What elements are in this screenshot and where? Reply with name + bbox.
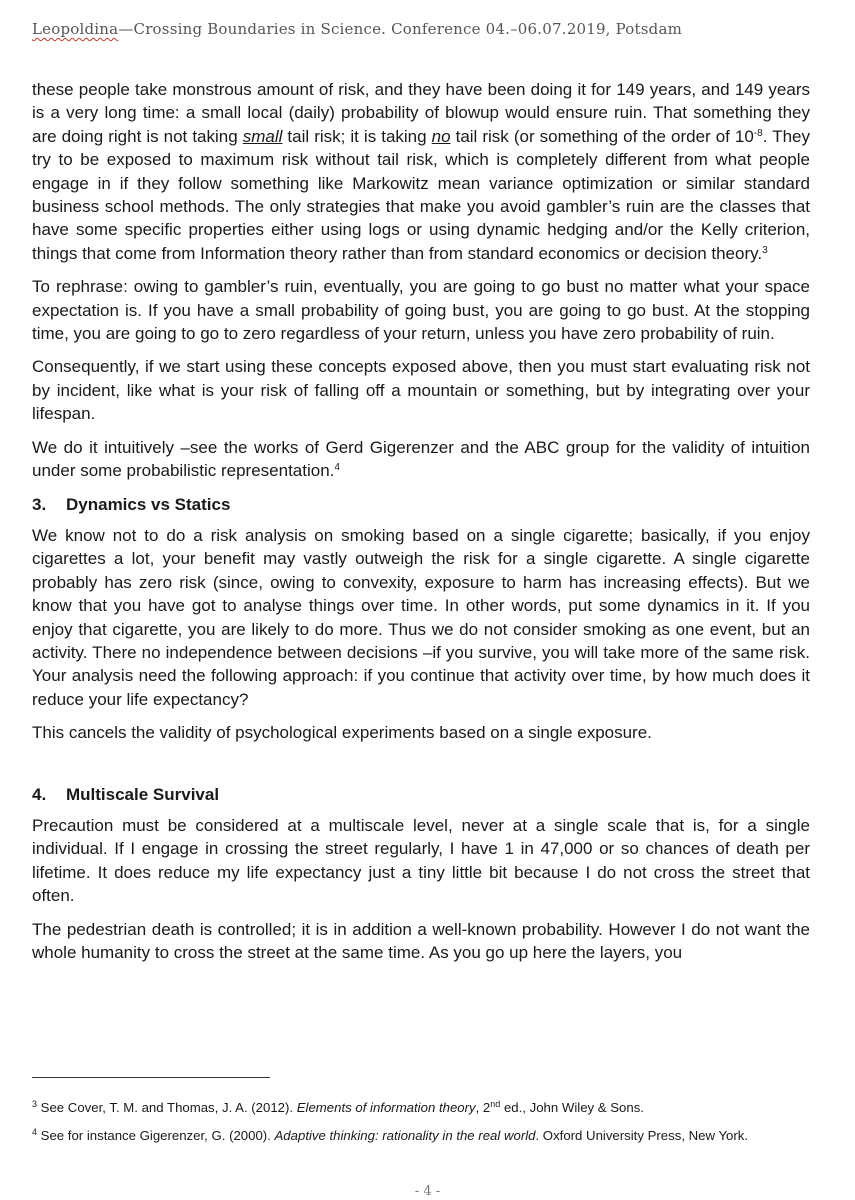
paragraph: Precaution must be considered at a multiscale level, never at a single scale that is, for a single individual. If I engage in crossing the street regularly, I have 1 in 47,000 or so chances of death per lifetime. It does reduce my life expectancy just a tiny little bit because I do not cross the street that often. (32, 815, 810, 906)
paragraph-text: these people take monstrous amount of risk, and they have been doing it for 149 years, and 149 years is a very long time: a small local (daily) probability of blowup would ensure ruin. That something they are doing right is not taking (32, 80, 810, 146)
footnote-text: . Oxford University Press, New York. (535, 1128, 749, 1143)
exponent: -8 (753, 127, 763, 139)
paragraph (32, 78, 810, 265)
emphasis-small: small (242, 126, 283, 146)
footnote-text: See for instance Gigerenzer, G. (2000). (37, 1128, 275, 1143)
section-number: 4. (32, 784, 47, 804)
ordinal-suffix: nd (490, 1099, 501, 1109)
footnote-ref-4[interactable]: 4 (334, 462, 340, 474)
page-number: - 4 - (414, 1184, 441, 1199)
paragraph: This cancels the validity of psychological experiments based on a single exposure. (32, 723, 652, 743)
paragraph-text: tail risk (or something of the order of 10 (450, 126, 754, 146)
paragraph: Consequently, if we start using these concepts exposed above, then you must start evaluating risk not by incident, like what is your risk of falling off a mountain or something, but by integrating over your lifespan. (32, 357, 810, 424)
footnote-text: See Cover, T. M. and Thomas, J. A. (2012). (37, 1100, 297, 1115)
body-text (32, 78, 810, 974)
header-leopoldina: Leopoldina (32, 20, 119, 38)
paragraph-text: . They try to be exposed to maximum risk without tail risk, which is completely different from what people engage in if they follow something like Markowitz mean variance optimization or similar standard business school methods. The only strategies that make you avoid gambler’s ruin are the classes that have some specific properties either using logs or using dynamic hedging and/or the Kelly criterion, things that come from Information theory rather than from standard economics or decision theory. (32, 126, 810, 263)
footnote-separator (32, 1077, 270, 1078)
section-number: 3. (32, 494, 47, 514)
section-spacer (32, 755, 810, 783)
header-conference: —Crossing Boundaries in Science. Conference 04.–06.07.2019, Potsdam (118, 20, 683, 38)
footnote-text: , 2 (475, 1100, 491, 1115)
footnote-title: Elements of information theory (296, 1100, 476, 1115)
footnote-3 (32, 1098, 810, 1118)
footnote-4 (32, 1126, 810, 1146)
section-heading-4 (32, 783, 810, 806)
paragraph: We know not to do a risk analysis on smoking based on a single cigarette; basically, if you enjoy cigarettes a lot, your benefit may vastly outweigh the risk for a single cigarette. A single cigarette probably has zero risk (since, owing to convexity, exposure to harm has increasing effects). But we know that you have got to analyse things over time. In other words, put some dynamics in it. If you enjoy that cigarette, you are likely to do more. Thus we do not consider smoking as one event, but an activity. There no independence between decisions –if you survive, you will take more of the same risk. Your analysis need the following approach: if you continue that activity over time, by how much does it reduce your life expectancy? (32, 525, 810, 709)
footnote-mark: 3 (32, 1099, 38, 1109)
paragraph-text: We do it intuitively –see the works of Gerd Gigerenzer and the ABC group for the validity of intuition under some probabilistic representation. (32, 437, 810, 481)
running-header (32, 20, 832, 38)
footnote-mark: 4 (32, 1127, 38, 1137)
footnote-text: ed., John Wiley & Sons. (500, 1100, 644, 1115)
footnotes (32, 1098, 810, 1154)
emphasis-no: no (431, 126, 451, 146)
paragraph-text: tail risk; it is taking (282, 126, 432, 146)
footnote-title: Adaptive thinking: rationality in the real world (274, 1128, 536, 1143)
footnote-ref-3[interactable]: 3 (762, 244, 768, 256)
section-title: Multiscale Survival (66, 784, 220, 804)
paragraph: The pedestrian death is controlled; it is in addition a well-known probability. However I do not want the whole humanity to cross the street at the same time. As you go up here the layers, you (32, 919, 810, 962)
section-heading-3 (32, 493, 810, 516)
paragraph (32, 436, 810, 483)
section-title: Dynamics vs Statics (66, 494, 231, 514)
paragraph: To rephrase: owing to gambler’s ruin, eventually, you are going to go bust no matter what your space expectation is. If you have a small probability of going bust, you are going to go bust. At the stopping time, you are going to go to zero regardless of your return, unless you have zero probability of ruin. (32, 277, 810, 344)
